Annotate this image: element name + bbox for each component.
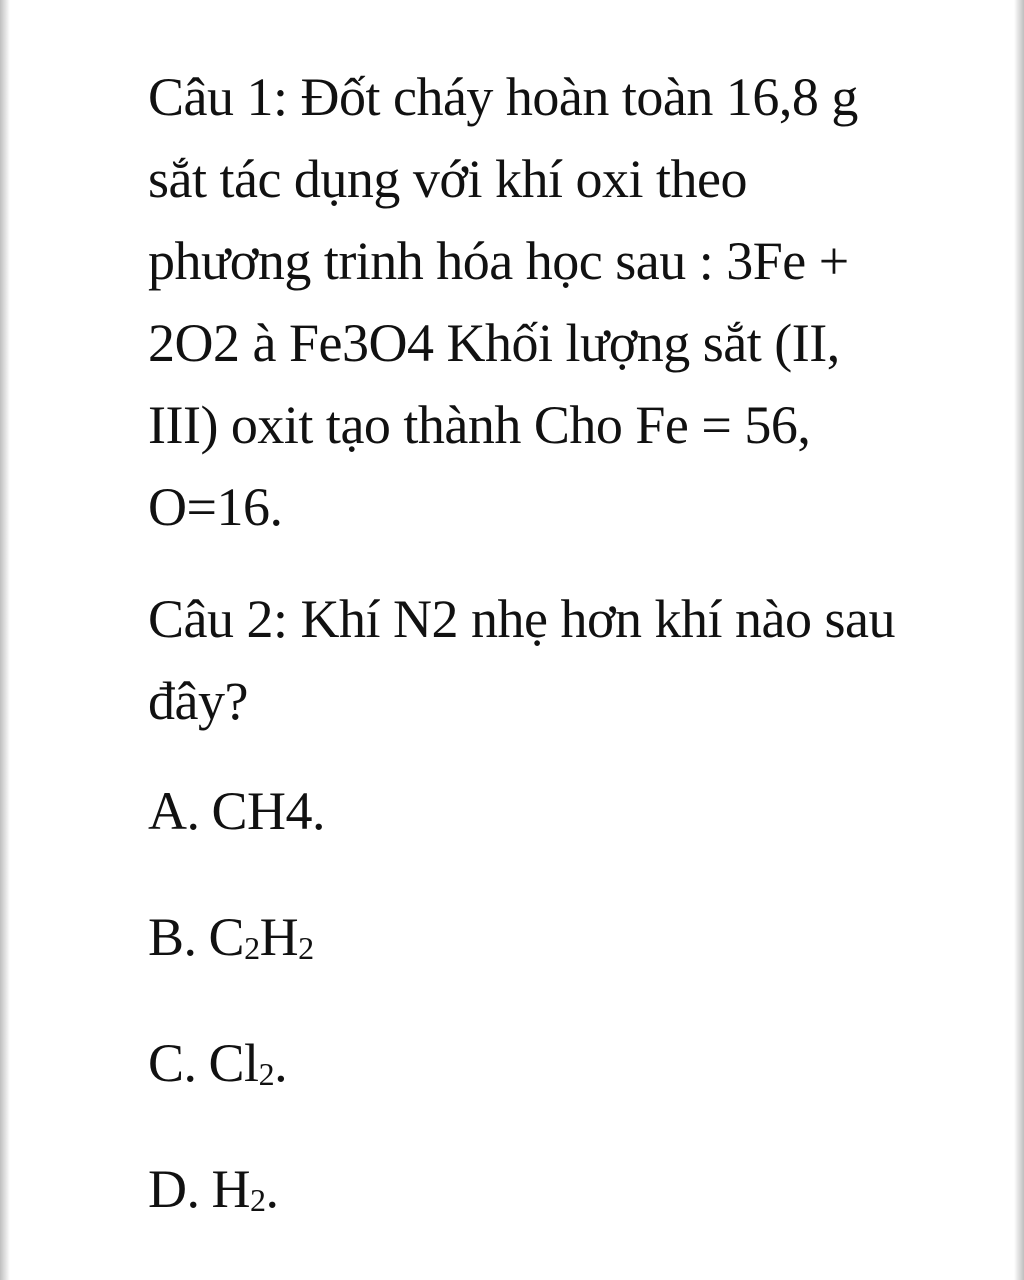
option-b [148, 896, 918, 1022]
option-d-subscript: 2 [250, 1182, 266, 1218]
right-edge-shadow [1014, 0, 1024, 1280]
option-d-suffix: . [265, 1159, 279, 1219]
option-b-c: C [208, 907, 245, 967]
left-edge-shadow [0, 0, 10, 1280]
question-2-text: Câu 2: Khí N2 nhẹ hơn khí nào sau đây? [148, 589, 895, 731]
question-content [148, 56, 918, 1274]
option-c-suffix: . [274, 1033, 288, 1093]
option-c [148, 1022, 918, 1148]
option-b-h: H [259, 907, 299, 967]
option-a-label: A. [148, 781, 200, 841]
option-c-label: C. [148, 1033, 197, 1093]
option-c-base: Cl [208, 1033, 259, 1093]
option-b-c-subscript: 2 [244, 930, 260, 966]
option-d [148, 1148, 918, 1274]
option-b-label: B. [148, 907, 197, 967]
option-d-base: H [211, 1159, 250, 1219]
option-a [148, 770, 918, 896]
question-2-options [148, 770, 918, 1274]
option-b-h-subscript: 2 [298, 930, 314, 966]
option-a-text: CH4. [211, 781, 326, 841]
option-d-label: D. [148, 1159, 200, 1219]
question-1-text: Câu 1: Đốt cháy hoàn toàn 16,8 g sắt tác dụng với khí oxi theo phương trinh hóa học sau : 3Fe + 2O2 à Fe3O4 Khối lượng sắt (II, III) oxit tạo thành Cho Fe = 56, O=16. [148, 67, 858, 537]
option-c-subscript: 2 [258, 1056, 275, 1092]
